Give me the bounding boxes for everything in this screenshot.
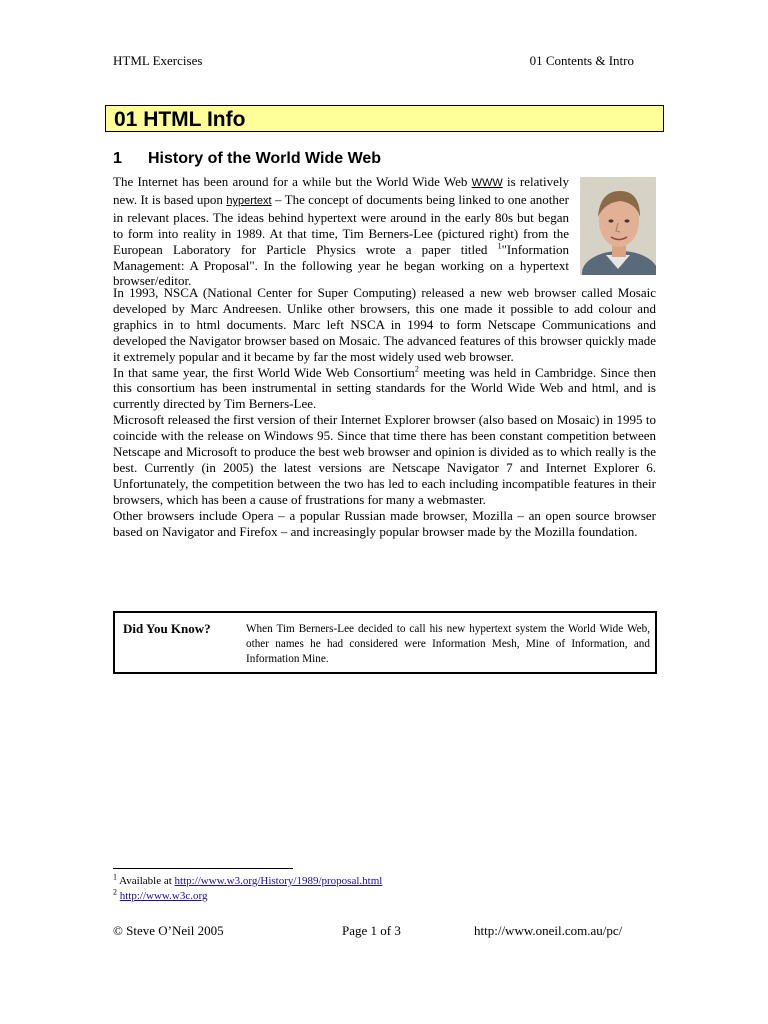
- did-you-know-label: Did You Know?: [123, 621, 211, 636]
- section-heading-text: History of the World Wide Web: [148, 150, 382, 167]
- footnote-1-number: 1: [113, 872, 117, 882]
- body-paragraphs: [113, 285, 656, 540]
- footnote-2-link[interactable]: http://www.w3c.org: [119, 890, 208, 902]
- footer-url: http://www.oneil.com.au/pc/: [474, 923, 623, 938]
- www-term: WWW: [471, 177, 503, 189]
- intro-text-a: The Internet has been around for a while but the World Wide Web: [113, 174, 472, 189]
- tim-berners-lee-photo: [580, 177, 656, 275]
- paragraph-consortium: [113, 365, 656, 413]
- footnote-1-link[interactable]: http://www.w3.org/History/1989/proposal.html: [174, 875, 383, 887]
- paragraph-other-browsers: Other browsers include Opera – a popular Russian made browser, Mozilla – an open source browser based on Navigator and Firefox – and increasingly popular browser made by the Mozilla foundation.: [113, 507, 656, 539]
- paragraph-microsoft: Microsoft released the first version of their Internet Explorer browser (also based on Mosaic) in 1995 to coincide with the release on Windows 95. Since that time there has been constant competition between Netscape and Microsoft to produce the best web browser and opinion is divided as to which really is the best. Currently (in 2005) the latest versions are Netscape Navigator 7 and Internet Explorer 6. Unfortunately, the competition between the two has led to each including incompatible features in their browsers, which has been a cause of frustrations for many a webmaster.: [113, 412, 656, 507]
- header-left: HTML Exercises: [113, 53, 203, 68]
- page-title: 01 HTML Info: [105, 105, 664, 132]
- footnote-2: [113, 889, 207, 903]
- footnote-divider: [113, 868, 293, 869]
- footnote-ref-2[interactable]: 2: [414, 364, 419, 374]
- footnote-1-text: Available at: [117, 875, 175, 887]
- consortium-text-b: meeting was held in Cambridge. Since then this consortium has been instrumental in setting standards for the World Wide Web and html, and is currently directed by Tim Berners-Lee.: [113, 364, 656, 412]
- paragraph-mosaic: In 1993, NSCA (National Center for Super Computing) released a new web browser called Mosaic developed by Marc Andreesen. Unlike other browsers, this one made it possible to add colour and graphics in to html documents. Marc left NSCA in 1994 to form Netscape Communications and developed the Navigator browser based on Mosaic. The advanced features of this browser quickly made it extremely popular and it became by far the most widely used web browser.: [113, 285, 656, 364]
- intro-paragraph: [113, 174, 569, 289]
- did-you-know-box: [113, 611, 657, 674]
- intro-text-b: is relatively new. It is based upon: [113, 174, 569, 207]
- footer-page-number: Page 1 of 3: [342, 923, 401, 938]
- intro-text-d: "Information Management: A Proposal". In the following year he began working on a hypertext browser/editor.: [113, 241, 569, 289]
- footer-copyright: © Steve O’Neil 2005: [113, 923, 224, 938]
- section-heading: [113, 149, 381, 169]
- consortium-text-a: In that same year, the first World Wide Web Consortium: [113, 364, 415, 380]
- footnote-ref-1[interactable]: 1: [497, 241, 502, 251]
- footnote-1: [113, 874, 382, 888]
- portrait-image: [580, 177, 656, 275]
- intro-text-c: – The concept of documents being linked to one another in relevant places. The ideas behind hypertext were around in the early 80s but began to form into reality in 1989. At that time, Tim Berners-Lee (pictured right) from the European Laboratory for Particle Physics wrote a paper titled: [113, 191, 569, 257]
- header-right: 01 Contents & Intro: [529, 53, 634, 68]
- footnote-2-number: 2: [113, 887, 117, 897]
- did-you-know-text: When Tim Berners-Lee decided to call his new hypertext system the World Wide Web, other names he had considered were Information Mesh, Mine of Information, and Information Mine.: [246, 623, 650, 665]
- section-number: 1: [113, 150, 122, 167]
- hypertext-term: hypertext: [226, 194, 272, 207]
